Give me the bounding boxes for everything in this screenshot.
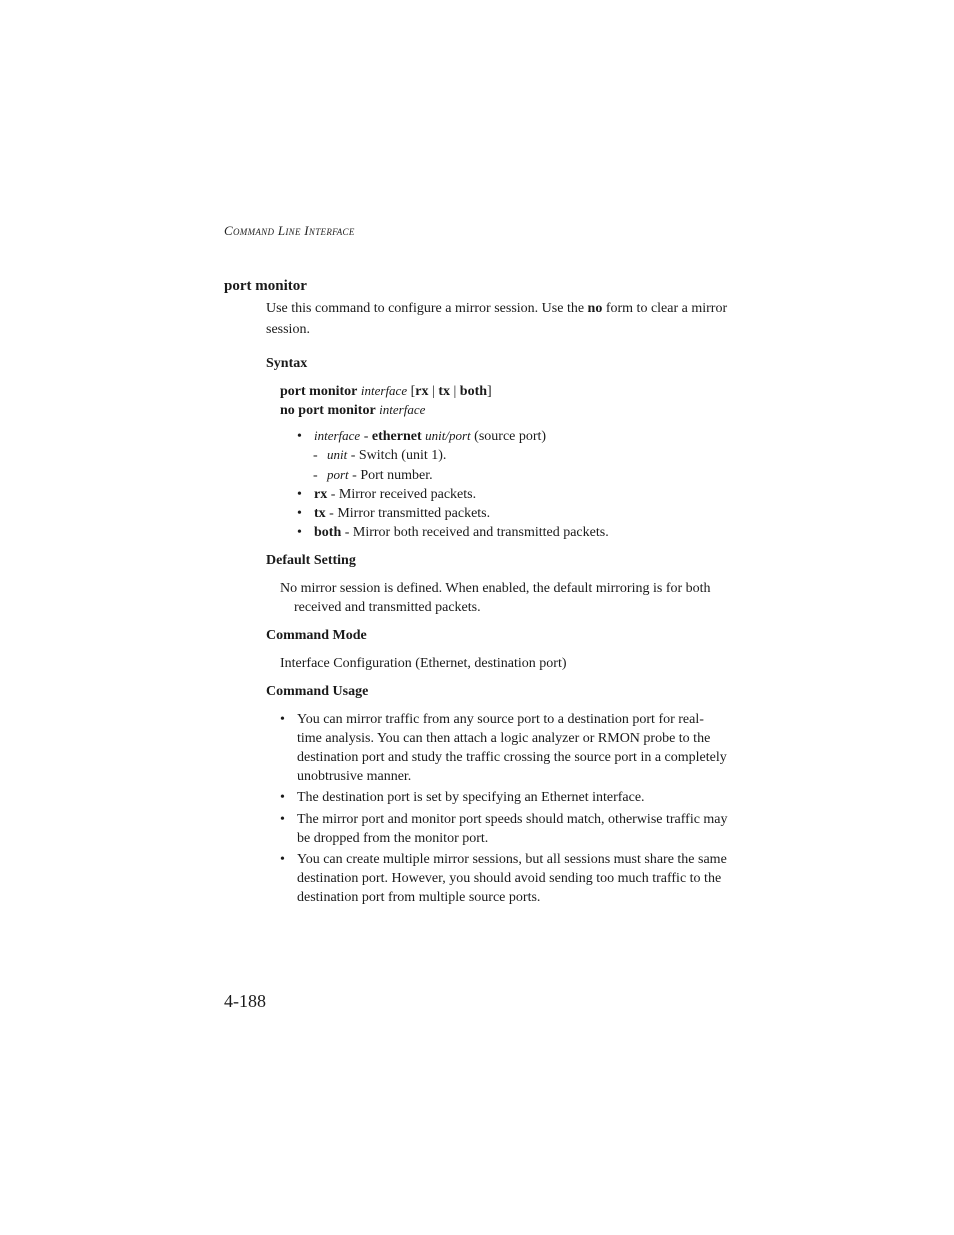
bullet-rest: - Mirror received packets. bbox=[327, 487, 477, 502]
syntax-bullet-rx bbox=[297, 485, 476, 504]
running-header: Command Line Interface bbox=[224, 223, 355, 238]
subbullet-rest: - Port number. bbox=[348, 468, 433, 483]
description-post: form to clear a mirror session. bbox=[266, 301, 728, 337]
bullet-term: rx bbox=[314, 487, 328, 502]
bullet-term: both bbox=[314, 525, 342, 540]
bullet-dash: - bbox=[360, 429, 372, 444]
syntax-bracket-open: [ bbox=[407, 384, 416, 399]
dash-icon: - bbox=[313, 448, 318, 463]
syntax-bullet-tx bbox=[297, 504, 490, 523]
usage-item-text: The mirror port and monitor port speeds should match, otherwise traffic may be dropped from the monitor port. bbox=[297, 812, 728, 846]
description-bold: no bbox=[587, 301, 603, 316]
page-number: 4-188 bbox=[224, 991, 266, 1011]
description-pre: Use this command to configure a mirror session. Use the bbox=[266, 301, 588, 316]
usage-item bbox=[280, 710, 728, 786]
syntax-sep: | bbox=[449, 384, 460, 399]
default-setting-text: No mirror session is defined. When enabled, the default mirroring is for both received and transmitted packets. bbox=[280, 581, 711, 615]
command-usage-heading: Command Usage bbox=[266, 684, 369, 699]
syntax-subbullet-unit bbox=[313, 445, 446, 465]
usage-item-text: You can create multiple mirror sessions, but all sessions must share the same destination port. However, you should avoid sending too much traffic to the destination port from multiple source ports. bbox=[297, 852, 727, 905]
default-setting-heading: Default Setting bbox=[266, 553, 356, 568]
bullet-icon: • bbox=[280, 712, 285, 727]
syntax-no-cmd: no port monitor bbox=[280, 403, 376, 418]
syntax-bracket-close: ] bbox=[487, 384, 492, 399]
bullet-icon: • bbox=[280, 812, 285, 827]
usage-item bbox=[280, 850, 728, 907]
syntax-line-1 bbox=[280, 381, 492, 401]
subbullet-term: unit bbox=[327, 447, 348, 462]
usage-item bbox=[280, 788, 728, 807]
syntax-arg: interface bbox=[360, 383, 408, 398]
bullet-icon: • bbox=[297, 429, 302, 444]
syntax-sep: | bbox=[428, 384, 439, 399]
subbullet-rest: - Switch (unit 1). bbox=[347, 448, 447, 463]
bullet-rest: - Mirror both received and transmitted packets. bbox=[341, 525, 609, 540]
command-description bbox=[266, 298, 728, 340]
dash-icon: - bbox=[313, 468, 318, 483]
syntax-subbullet-port bbox=[313, 465, 433, 485]
bullet-arg: unit/port bbox=[425, 428, 471, 443]
command-title: port monitor bbox=[224, 278, 307, 294]
syntax-no-arg: interface bbox=[379, 402, 426, 417]
syntax-rx: rx bbox=[415, 384, 429, 399]
usage-item-text: You can mirror traffic from any source port to a destination port for real-time analysis. You can then attach a logic analyzer or RMON probe to the destination port and study the traffic crossing the source port in a completely unobtrusive manner. bbox=[297, 712, 727, 784]
syntax-cmd: port monitor bbox=[280, 384, 358, 399]
syntax-both: both bbox=[459, 384, 488, 399]
usage-item bbox=[280, 810, 728, 848]
bullet-icon: • bbox=[297, 506, 302, 521]
command-mode-text: Interface Configuration (Ethernet, destination port) bbox=[280, 656, 567, 671]
syntax-line-2 bbox=[280, 400, 425, 420]
command-mode-heading: Command Mode bbox=[266, 628, 367, 643]
bullet-term: tx bbox=[314, 506, 326, 521]
bullet-rest: (source port) bbox=[470, 429, 547, 444]
bullet-icon: • bbox=[297, 525, 302, 540]
bullet-rest: - Mirror transmitted packets. bbox=[325, 506, 491, 521]
subbullet-term: port bbox=[327, 467, 349, 482]
bullet-icon: • bbox=[280, 790, 285, 805]
syntax-bullet-interface bbox=[297, 426, 546, 446]
syntax-heading: Syntax bbox=[266, 356, 308, 371]
syntax-bullet-both bbox=[297, 523, 609, 542]
bullet-term: interface bbox=[314, 428, 361, 443]
bullet-keyword: ethernet bbox=[371, 429, 422, 444]
syntax-tx: tx bbox=[438, 384, 450, 399]
bullet-icon: • bbox=[297, 487, 302, 502]
usage-item-text: The destination port is set by specifying an Ethernet interface. bbox=[297, 790, 645, 805]
bullet-icon: • bbox=[280, 852, 285, 867]
